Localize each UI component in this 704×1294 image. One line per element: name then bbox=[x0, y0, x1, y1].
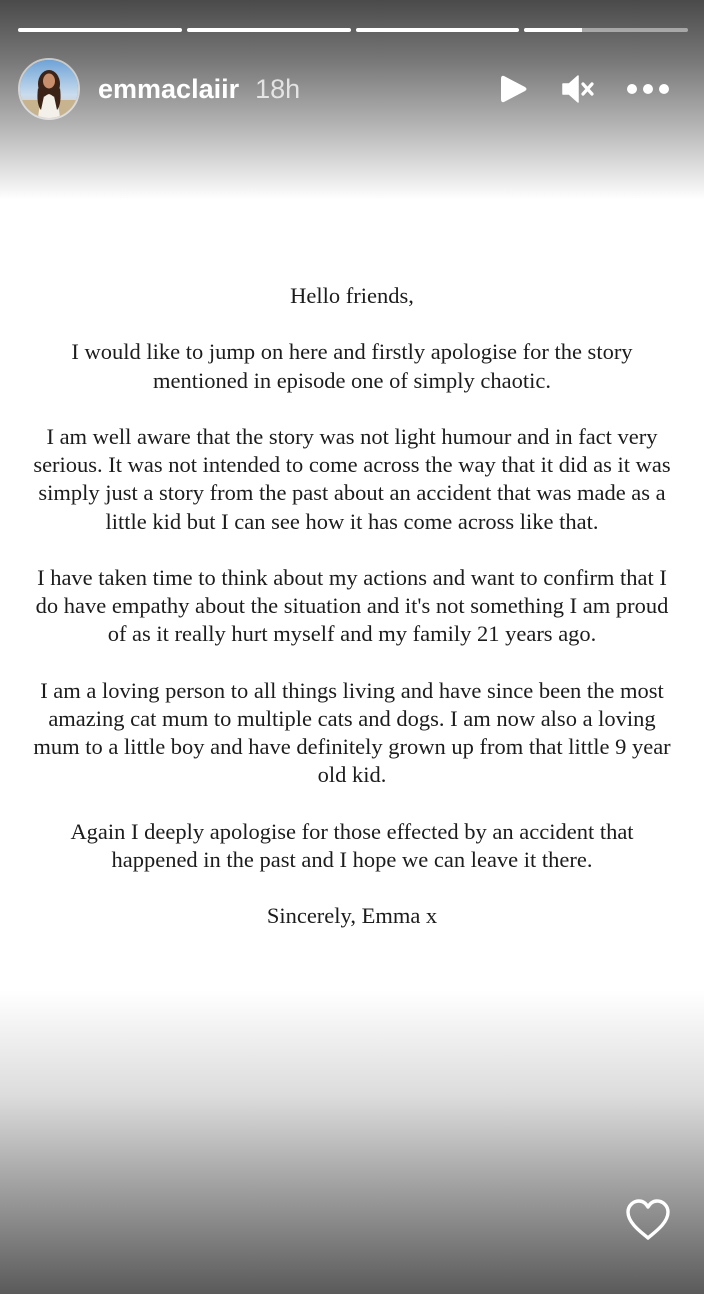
bottom-gradient-overlay bbox=[0, 990, 704, 1294]
story-header bbox=[18, 56, 688, 122]
more-options-icon[interactable] bbox=[626, 72, 670, 106]
story-username[interactable]: emmaclaiir bbox=[98, 73, 240, 104]
letter-greeting: Hello friends, bbox=[290, 283, 414, 308]
letter-paragraph: I am well aware that the story was not light humour and in fact very serious. It was not intended to come across the way that it did as it was simply just a story from the past about an accident that was made as a little kid but I can see how it has come across like that. bbox=[33, 423, 671, 534]
story-progress-bar bbox=[18, 28, 688, 32]
letter-paragraph: I have taken time to think about my actions and want to confirm that I do have empathy about the situation and it's not something I am proud of as it really hurt myself and my family 21 years ago. bbox=[35, 564, 669, 647]
letter-paragraph: I am a loving person to all things living and have since been the most amazing cat mum to multiple cats and dogs. I am now also a loving mum to a little boy and have definitely grown up from that little 9 year old kid. bbox=[33, 677, 671, 788]
heart-icon[interactable] bbox=[624, 1198, 672, 1242]
story-text-content bbox=[30, 282, 674, 931]
letter-paragraph: Again I deeply apologise for those effected by an accident that happened in the past and I hope we can leave it there. bbox=[70, 818, 634, 872]
progress-segment[interactable] bbox=[356, 28, 520, 32]
speaker-muted-icon[interactable] bbox=[560, 72, 596, 106]
progress-segment[interactable] bbox=[524, 28, 688, 32]
progress-segment[interactable] bbox=[18, 28, 182, 32]
avatar[interactable] bbox=[18, 58, 80, 120]
story-controls bbox=[496, 72, 688, 106]
progress-segment[interactable] bbox=[187, 28, 351, 32]
story-timestamp: 18h bbox=[255, 73, 301, 104]
play-icon[interactable] bbox=[496, 72, 530, 106]
letter-paragraph: I would like to jump on here and firstly apologise for the story mentioned in episode one of simply chaotic. bbox=[71, 339, 633, 393]
letter-signoff: Sincerely, Emma x bbox=[266, 903, 438, 929]
